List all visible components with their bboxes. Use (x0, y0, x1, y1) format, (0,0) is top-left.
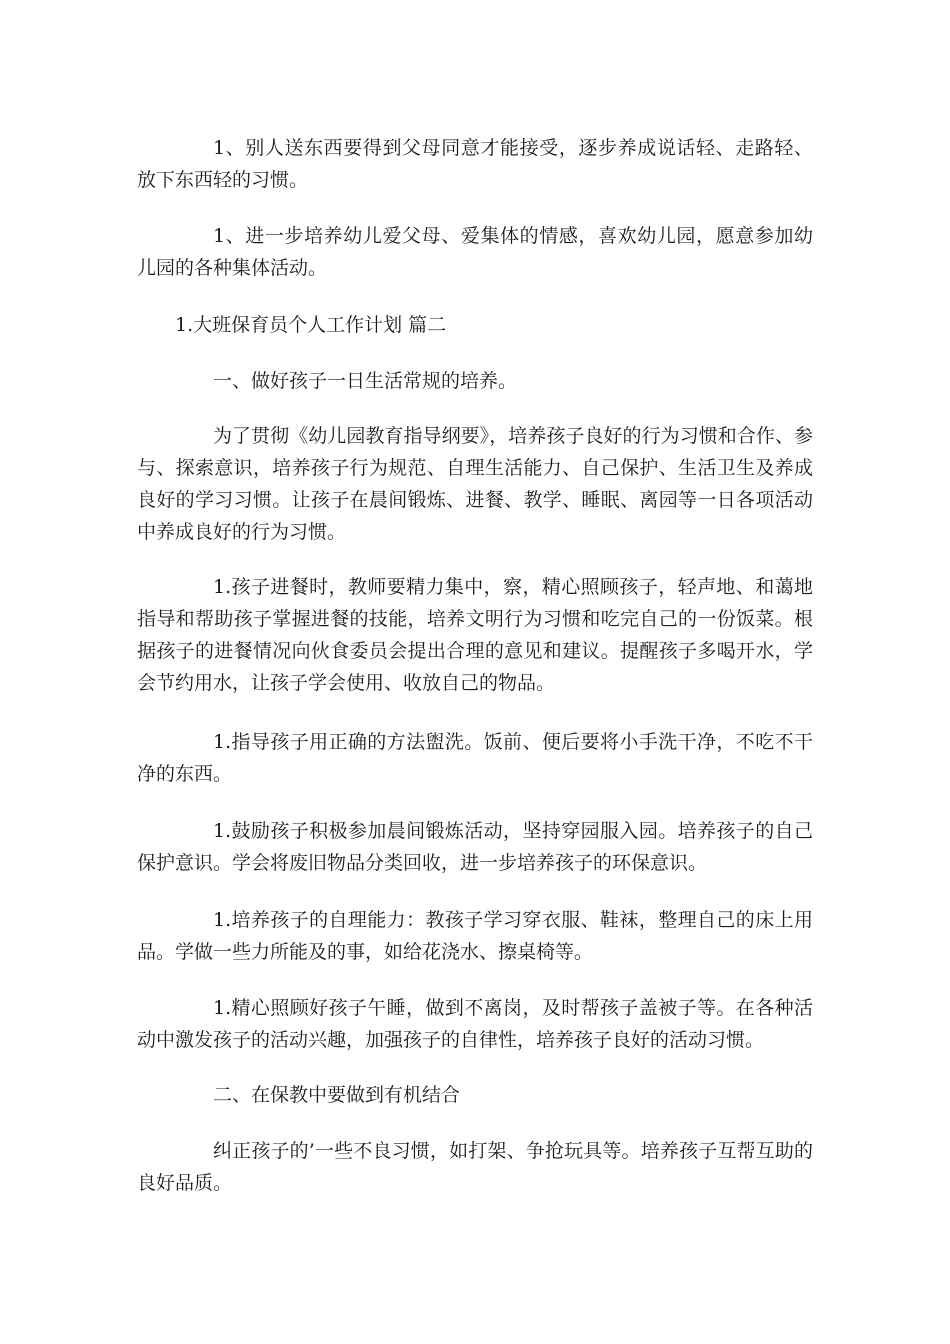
paragraph-self-care: 1.培养孩子的自理能力：教孩子学习穿衣服、鞋袜，整理自己的床上用品。学做一些力所能及的事，如给花浇水、擦桌椅等。 (137, 909, 813, 963)
paragraph-morning-exercise: 1.鼓励孩子积极参加晨间锻炼活动，坚持穿园服入园。培养孩子的自己保护意识。学会将废旧物品分类回收，进一步培养孩子的环保意识。 (137, 820, 813, 874)
paragraph-nap-care: 1.精心照顾好孩子午睡，做到不离岗，及时帮孩子盖被子等。在各种活动中激发孩子的活动兴趣，加强孩子的自律性，培养孩子良好的活动习惯。 (137, 997, 813, 1051)
paragraph-gift-rule: 1、别人送东西要得到父母同意才能接受，逐步养成说话轻、走路轻、放下东西轻的习惯。 (137, 137, 813, 191)
paragraph-guideline-purpose: 为了贯彻《幼儿园教育指导纲要》，培养孩子良好的行为习惯和合作、参与、探索意识，培养孩子行为规范、自理生活能力、自己保护、生活卫生及养成良好的学习习惯。让孩子在晨间锻炼、进餐、教学、睡眠、离园等一日各项活动中养成良好的行为习惯。 (137, 425, 813, 543)
paragraph-meal-time: 1.孩子进餐时，教师要精力集中，察，精心照顾孩子，轻声地、和蔼地指导和帮助孩子掌握进餐的技能，培养文明行为习惯和吃完自己的一份饭菜。根据孩子的进餐情况向伙食委员会提出合理的意见和建议。提醒孩子多喝开水，学会节约用水，让孩子学会使用、收放自己的物品。 (137, 576, 813, 694)
heading-daily-routine: 一、做好孩子一日生活常规的培养。 (213, 370, 518, 392)
paragraph-hand-washing: 1.指导孩子用正确的方法盥洗。饭前、便后要将小手洗干净，不吃不干净的东西。 (137, 731, 813, 785)
heading-care-education: 二、在保教中要做到有机结合 (213, 1084, 461, 1106)
paragraph-bad-habits: 纠正孩子的’一些不良习惯，如打架、争抢玩具等。培养孩子互帮互助的良好品质。 (137, 1140, 813, 1194)
section-title-part-two: 1.大班保育员个人工作计划 篇二 (175, 314, 447, 336)
paragraph-love-collective: 1、进一步培养幼儿爱父母、爱集体的情感，喜欢幼儿园，愿意参加幼儿园的各种集体活动。 (137, 225, 813, 279)
